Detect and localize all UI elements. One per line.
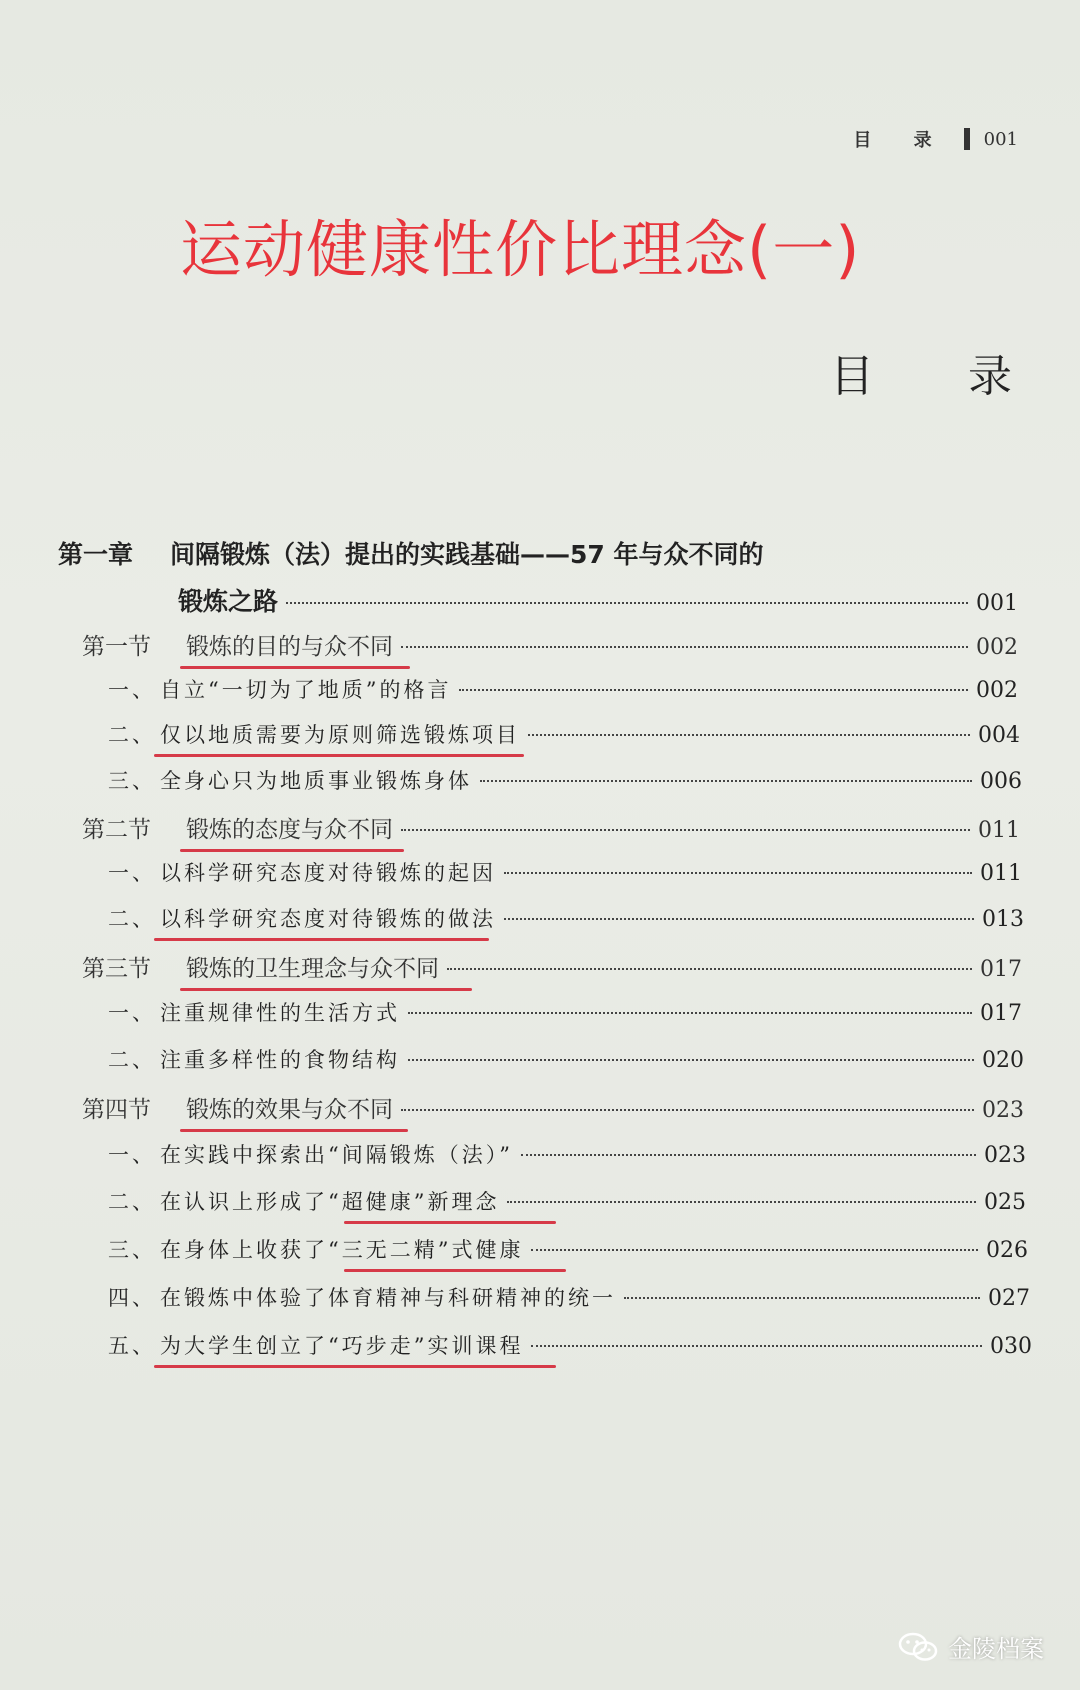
entry-title: 全身心只为地质事业锻炼身体: [160, 769, 472, 793]
dot-leader: [507, 1201, 976, 1203]
dot-leader: [286, 602, 968, 604]
toc-heading: 目 录: [830, 351, 1052, 402]
red-underline-mark: [180, 988, 472, 991]
entry-prefix: 五、: [108, 1334, 156, 1358]
chapter-title-line2: 锻炼之路: [178, 587, 279, 616]
entry-title: 自立“一切为了地质”的格言: [160, 678, 452, 702]
entry-prefix: 一、: [108, 678, 156, 702]
chapter-entry-line2: [178, 582, 1018, 618]
entry-title: 仅以地质需要为原则筛选锻炼项目: [160, 719, 520, 749]
entry-prefix: 二、: [108, 907, 156, 931]
header-label: 目 录: [853, 130, 950, 151]
dot-leader: [401, 646, 968, 648]
chapter-entry: [58, 535, 1020, 571]
entry-page-number: 017: [980, 1001, 1022, 1026]
chapter-prefix: 第一章: [58, 540, 134, 569]
subsection-entry: [108, 1282, 1030, 1312]
red-overlay-title: 运动健康性价比理念(一): [180, 213, 861, 286]
header-divider: [964, 128, 970, 150]
red-underline-mark: [180, 666, 410, 669]
entry-page-number: 002: [976, 678, 1018, 703]
entry-prefix: 一、: [108, 1143, 156, 1167]
dot-leader: [504, 872, 972, 874]
entry-prefix: 一、: [108, 1001, 156, 1025]
dot-leader: [408, 1012, 972, 1014]
red-underline-mark: [180, 1129, 408, 1132]
subsection-entry: [108, 903, 1024, 933]
entry-title: 注重多样性的食物结构: [160, 1048, 400, 1072]
entry-title: 为大学生创立了“巧步走”实训课程: [160, 1330, 523, 1360]
subsection-entry: [108, 997, 1022, 1027]
dot-leader: [401, 1109, 974, 1111]
entry-page-number: 011: [978, 818, 1020, 843]
entry-prefix: 第四节: [82, 1097, 151, 1123]
wechat-icon: [898, 1632, 938, 1662]
header-page-number: 001: [983, 128, 1018, 150]
entry-page-number: 013: [982, 907, 1024, 932]
section-entry: [82, 1091, 1024, 1124]
entry-title: 以科学研究态度对待锻炼的做法: [160, 903, 496, 933]
entry-title: 锻炼的态度与众不同: [186, 811, 393, 844]
entry-prefix: 三、: [108, 769, 156, 793]
red-underline-mark: [154, 938, 489, 941]
entry-page-number: 017: [980, 957, 1022, 982]
entry-page-number: 023: [982, 1098, 1024, 1123]
subsection-entry: [108, 1234, 1028, 1264]
dot-leader: [401, 829, 970, 831]
dot-leader: [624, 1297, 980, 1299]
section-entry: [82, 950, 1022, 983]
entry-page-number: 023: [984, 1143, 1026, 1168]
dot-leader: [531, 1249, 978, 1251]
subsection-entry: [108, 1044, 1024, 1074]
entry-prefix: 一、: [108, 861, 156, 885]
entry-prefix: 第三节: [82, 956, 151, 982]
chapter-page-number: 001: [976, 591, 1018, 616]
entry-page-number: 004: [978, 723, 1020, 748]
entry-prefix: 二、: [108, 1048, 156, 1072]
entry-title: 在锻炼中体验了体育精神与科研精神的统一: [160, 1286, 616, 1310]
entry-title: 注重规律性的生活方式: [160, 1001, 400, 1025]
red-underline-mark: [344, 1269, 566, 1272]
red-underline-mark: [154, 754, 524, 757]
dot-leader: [480, 780, 972, 782]
entry-title: 锻炼的卫生理念与众不同: [186, 950, 439, 983]
dot-leader: [459, 689, 968, 691]
entry-page-number: 030: [990, 1334, 1032, 1359]
section-entry: [82, 811, 1020, 844]
entry-prefix: 第二节: [82, 817, 151, 843]
subsection-entry: [108, 719, 1020, 749]
entry-prefix: 二、: [108, 723, 156, 747]
red-underline-mark: [344, 1221, 556, 1224]
subsection-entry: [108, 857, 1022, 887]
entry-prefix: 二、: [108, 1190, 156, 1214]
subsection-entry: [108, 765, 1022, 795]
entry-page-number: 026: [986, 1238, 1028, 1263]
entry-prefix: 四、: [108, 1286, 156, 1310]
dot-leader: [447, 968, 972, 970]
entry-title: 在实践中探索出“间隔锻炼（法）”: [160, 1143, 513, 1167]
section-entry: [82, 628, 1018, 661]
entry-title: 锻炼的效果与众不同: [186, 1091, 393, 1124]
watermark: [898, 1629, 1044, 1664]
entry-page-number: 025: [984, 1190, 1026, 1215]
entry-page-number: 006: [980, 769, 1022, 794]
subsection-entry: [108, 1139, 1026, 1169]
entry-page-number: 020: [982, 1048, 1024, 1073]
dot-leader: [504, 918, 974, 920]
entry-prefix: 三、: [108, 1238, 156, 1262]
dot-leader: [521, 1154, 976, 1156]
entry-prefix: 第一节: [82, 634, 151, 660]
red-underline-mark: [154, 1365, 556, 1368]
chapter-title-line1: 间隔锻炼（法）提出的实践基础——57 年与众不同的: [170, 540, 764, 569]
entry-page-number: 027: [988, 1286, 1030, 1311]
running-header: [853, 126, 1018, 152]
entry-page-number: 002: [976, 635, 1018, 660]
entry-title: 在认识上形成了“超健康”新理念: [160, 1186, 499, 1216]
red-underline-mark: [180, 849, 404, 852]
dot-leader: [408, 1059, 974, 1061]
watermark-text: 金陵档案: [948, 1635, 1044, 1663]
subsection-entry: [108, 674, 1018, 704]
dot-leader: [528, 734, 970, 736]
subsection-entry: [108, 1186, 1026, 1216]
subsection-entry: [108, 1330, 1032, 1360]
entry-page-number: 011: [980, 861, 1022, 886]
entry-title: 在身体上收获了“三无二精”式健康: [160, 1234, 523, 1264]
dot-leader: [531, 1345, 982, 1347]
entry-title: 锻炼的目的与众不同: [186, 628, 393, 661]
entry-title: 以科学研究态度对待锻炼的起因: [160, 861, 496, 885]
